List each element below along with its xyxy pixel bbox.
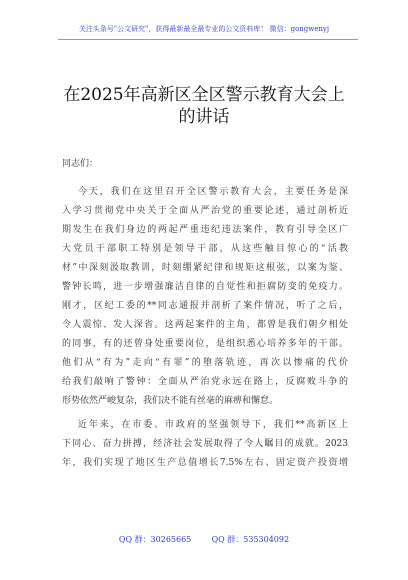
paragraph-1-line-5: 材”中深刻汲取教训，时刻绷紧纪律和规矩这根弦，以案为鉴、 [62, 263, 348, 273]
paragraph-1-line-3: 期发生在我们身边的两起严重违纪违法案件，教育引导全区广 [62, 225, 348, 235]
paragraph-1-line-6: 警钟长鸣，进一步增强廉洁自律的自觉性和拒腐防变的免疫力。 [62, 282, 348, 292]
document-title-line-2: 的讲话 [178, 107, 230, 127]
paragraph-2-line-1: 近年来，在市委、市政府的坚强领导下，我们**高新区上 [78, 420, 348, 430]
paragraph-1-line-4: 大党员干部职工特别是领导干部，从这些触目惊心的“活教 [62, 244, 348, 254]
paragraph-1-line-10: 他们从“有为”走向“有罪”的堕落轨迹，再次以惨痛的代价 [62, 358, 348, 368]
paragraph-1-line-2: 入学习贯彻党中央关于全面从严治党的重要论述，通过剖析近 [62, 206, 348, 216]
paragraph-2-line-2: 下同心、奋力拼搏，经济社会发展取得了令人瞩目的成就。2023 [62, 439, 348, 449]
paragraph-1-line-7: 刚才，区纪工委的**同志通报并剖析了案件情况，听了之后， [62, 301, 348, 311]
salutation: 同志们： [62, 159, 99, 169]
header-banner: 关注头条号"公文研究"，获得最新最全最专业的公文资料库！ 微信：gongwenyj [78, 25, 330, 33]
document-title [40, 84, 368, 128]
document-title-line-1: 在2025年高新区全区警示教育大会上 [63, 85, 345, 105]
paragraph-2-line-3: 年，我们实现了地区生产总值增长7.5%左右、固定资产投资增 [62, 458, 348, 468]
header-divider [58, 39, 358, 40]
paragraph-1-line-9: 的同事，有的还曾身处重要岗位，是组织悉心培养多年的干部。 [62, 339, 348, 349]
paragraph-1-line-8: 令人震惊、发人深省。这两起案件的主角，都曾是我们朝夕相处 [62, 320, 348, 330]
paragraph-1-line-1: 今天，我们在这里召开全区警示教育大会，主要任务是深 [78, 187, 348, 197]
footer-qq-groups: QQ 群：30265665 QQ 群：535304092 [118, 535, 290, 544]
paragraph-1-line-11: 给我们敲响了警钟：全面从严治党永远在路上，反腐败斗争的 [62, 377, 348, 387]
paragraph-1-line-12: 形势依然严峻复杂，我们决不能有丝毫的麻痹和懈怠。 [62, 396, 279, 406]
